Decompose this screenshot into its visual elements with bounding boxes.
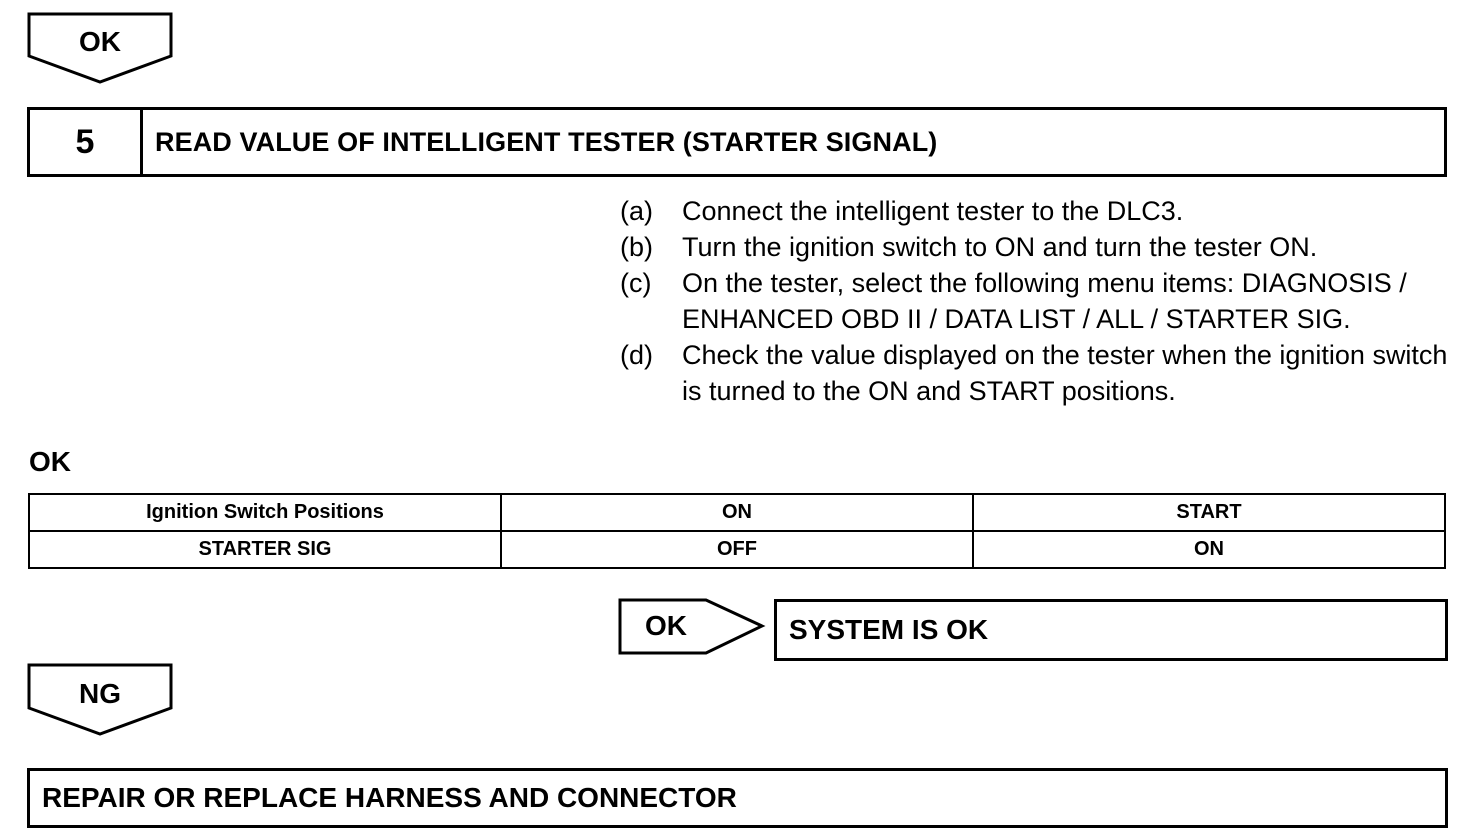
repair-box: REPAIR OR REPLACE HARNESS AND CONNECTOR xyxy=(27,768,1448,828)
ok-down-arrow-label: OK xyxy=(79,26,121,57)
result-box-system-ok: SYSTEM IS OK xyxy=(774,599,1448,661)
step-number: 5 xyxy=(30,110,143,174)
spec-table xyxy=(28,493,1446,569)
table-cell: OFF xyxy=(501,531,973,568)
table-row xyxy=(29,531,1445,568)
instruction-list xyxy=(620,193,1460,409)
table-header-cell: ON xyxy=(501,494,973,531)
step-header xyxy=(27,107,1447,177)
step-title: READ VALUE OF INTELLIGENT TESTER (STARTER SIGNAL) xyxy=(155,126,938,157)
table-header-cell: START xyxy=(973,494,1445,531)
instruction-text: Turn the ignition switch to ON and turn the tester ON. xyxy=(682,232,1318,262)
ng-down-arrow-shape xyxy=(0,0,1,1)
table-header-cell: Ignition Switch Positions xyxy=(29,494,501,531)
instruction-letter: (b) xyxy=(620,232,653,262)
instruction-item xyxy=(620,229,1460,265)
table-header-row xyxy=(29,494,1445,531)
instruction-item xyxy=(620,265,1460,337)
instruction-text: On the tester, select the following menu items: DIAGNOSIS / ENHANCED OBD II / DATA LIST / ALL / STARTER SIG. xyxy=(682,268,1407,334)
instruction-letter: (a) xyxy=(620,196,653,226)
instruction-item xyxy=(620,337,1460,409)
ok-spec-heading: OK xyxy=(29,446,71,477)
instruction-item xyxy=(620,193,1460,229)
ng-down-arrow-label: NG xyxy=(79,678,121,709)
ok-right-arrow-label: OK xyxy=(645,610,687,641)
instruction-text: Connect the intelligent tester to the DLC3. xyxy=(682,196,1184,226)
table-cell: STARTER SIG xyxy=(29,531,501,568)
instruction-letter: (c) xyxy=(620,268,652,298)
table-cell: ON xyxy=(973,531,1445,568)
instruction-text: Check the value displayed on the tester when the ignition switch is turned to the ON and START positions. xyxy=(682,340,1448,406)
instruction-letter: (d) xyxy=(620,340,653,370)
